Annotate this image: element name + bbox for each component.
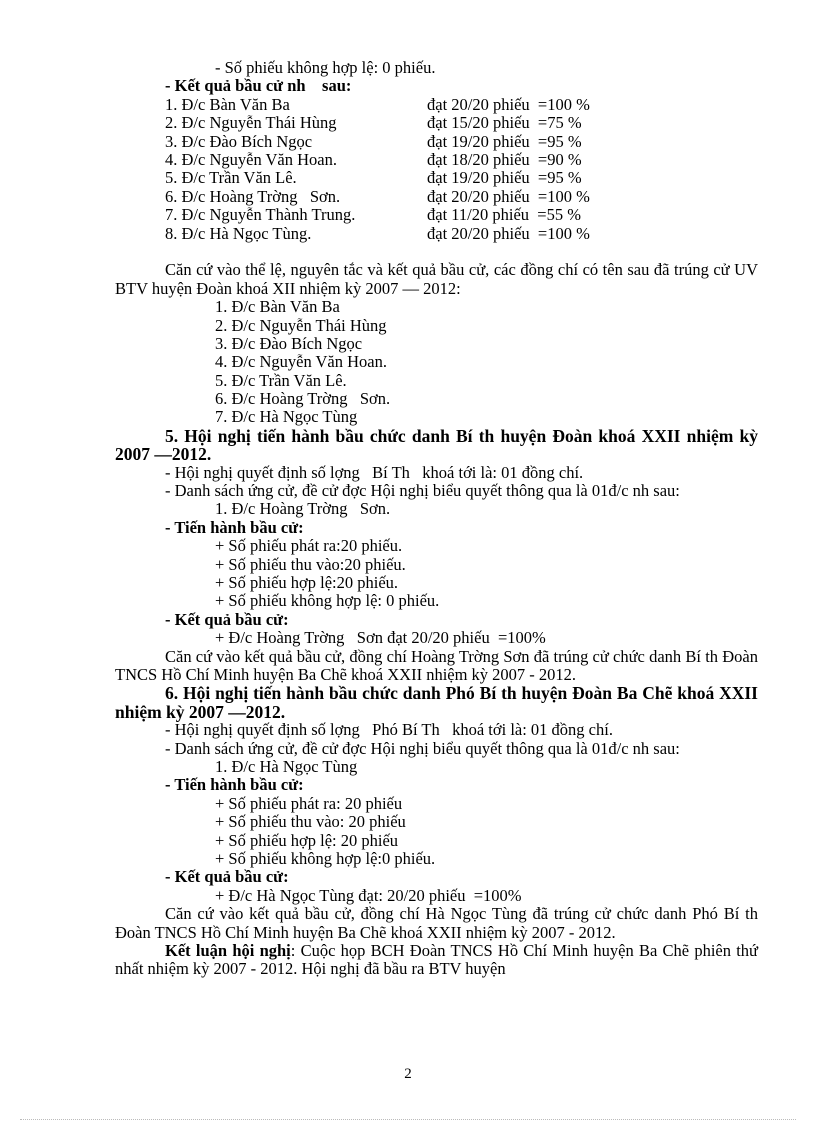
list-item: + Số phiếu thu vào:20 phiếu. [215,554,406,574]
list-item: + Số phiếu phát ra: 20 phiếu [215,793,403,813]
list-item: 6. Đ/c Hoàng Trờng Sơn. [215,389,391,409]
section-5-result: + Đ/c Hoàng Trờng Sơn đạt 20/20 phiếu =100% [215,628,546,648]
candidate-name: 2. Đ/c Nguyễn Thái Hùng [165,113,337,133]
section-6-candidates: - Danh sách ứng cử, đề cử đợc Hội nghị biểu quyết thông qua là 01đ/c nh sau: [165,738,680,758]
section-5-conclusion: Căn cứ vào kết quả bầu cử, đồng chí Hoàng Trờng Sơn đã trúng cử chức danh Bí th Đoàn TNCS Hồ Chí Minh huyện Ba Chẽ khoá XXII nhiệm kỳ 2007 - 2012. [115,646,758,684]
section-6-result-heading: - Kết quả bầu cử: [165,867,289,887]
candidate-name: 7. Đ/c Nguyễn Thành Trung. [165,205,356,225]
list-item [115,206,758,224]
list-item: 7. Đ/c Hà Ngọc Tùng [215,407,358,427]
list-item: 2. Đ/c Nguyễn Thái Hùng [215,315,387,335]
section-5-process-heading: - Tiến hành bầu cử: [165,517,304,537]
list-item: + Số phiếu phát ra:20 phiếu. [215,536,403,556]
list-item: + Số phiếu không hợp lệ:0 phiếu. [215,848,436,868]
section-6-candidate: 1. Đ/c Hà Ngọc Tùng [215,757,358,776]
list-item: 1. Đ/c Bàn Văn Ba [215,297,340,317]
elected-list [115,298,758,427]
list-item [115,96,758,114]
section-5-decision: - Hội nghị quyết định số lợng Bí Th khoá tới là: 01 đồng chí. [165,462,584,482]
closing-label: Kết luận hội nghị [165,940,291,960]
candidate-name: 5. Đ/c Trần Văn Lê. [165,168,297,188]
candidate-name: 6. Đ/c Hoàng Trờng Sơn. [165,186,341,206]
section-5-result-heading: - Kết quả bầu cử: [165,609,289,629]
candidate-votes: đạt 20/20 phiếu =100 % [427,186,590,206]
section-6-heading: 6. Hội nghị tiến hành bầu chức danh Phó Bí th huyện Đoàn Ba Chẽ khoá XXII nhiệm kỳ 2007 —2012. [115,683,758,722]
result-heading: - Kết quả bầu cử nh sau: [165,76,352,96]
candidate-votes: đạt 19/20 phiếu =95 % [427,131,582,151]
section-6-result: + Đ/c Hà Ngọc Tùng đạt: 20/20 phiếu =100% [215,885,522,905]
list-item: + Số phiếu không hợp lệ: 0 phiếu. [215,591,440,611]
page-bottom-divider [20,1119,796,1120]
section-6-conclusion: Căn cứ vào kết quả bầu cử, đồng chí Hà Ngọc Tùng đã trúng cử chức danh Phó Bí th Đoàn TNCS Hồ Chí Minh huyện Ba Chẽ khoá XXII nhiệm kỳ 2007 - 2012. [115,904,758,942]
candidate-name: 3. Đ/c Đào Bích Ngọc [165,131,313,151]
page-number: 2 [404,1066,412,1082]
results-list [115,96,758,243]
candidate-votes: đạt 11/20 phiếu =55 % [427,205,581,225]
closing-paragraph [115,942,758,979]
closing-text: : Cuộc họp BCH Đoàn TNCS Hồ Chí Minh huyện Ba Chẽ phiên thứ nhất nhiệm kỳ 2007 - 2012. Hội nghị đã bầu ra BTV huyện [115,940,758,979]
candidate-votes: đạt 19/20 phiếu =95 % [427,168,582,188]
section-5-heading: 5. Hội nghị tiến hành bầu chức danh Bí th huyện Đoàn khoá XXII nhiệm kỳ 2007 —2012. [115,425,758,465]
candidate-name: 8. Đ/c Hà Ngọc Tùng. [165,223,312,243]
candidate-votes: đạt 20/20 phiếu =100 % [427,223,590,243]
list-item [115,225,758,243]
list-item [115,151,758,169]
candidate-name: 4. Đ/c Nguyễn Văn Hoan. [165,149,337,169]
candidate-name: 1. Đ/c Bàn Văn Ba [165,94,290,114]
list-item: 4. Đ/c Nguyễn Văn Hoan. [215,352,387,372]
candidate-votes: đạt 15/20 phiếu =75 % [427,113,582,133]
candidate-votes: đạt 18/20 phiếu =90 % [427,149,582,169]
section-6-decision: - Hội nghị quyết định số lợng Phó Bí Th khoá tới là: 01 đồng chí. [165,720,613,740]
section-6-process-heading: - Tiến hành bầu cử: [165,775,304,795]
section-5-candidates: - Danh sách ứng cử, đề cử đợc Hội nghị biểu quyết thông qua là 01đ/c nh sau: [165,481,680,501]
list-item [115,114,758,132]
list-item: 3. Đ/c Đào Bích Ngọc [215,333,363,353]
list-item: + Số phiếu hợp lệ:20 phiếu. [215,573,399,593]
list-item: + Số phiếu hợp lệ: 20 phiếu [215,830,399,850]
elected-intro-paragraph: Căn cứ vào thể lệ, nguyên tắc và kết quả bầu cử, các đồng chí có tên sau đã trúng cử UV BTV huyện Đoàn khoá XII nhiệm kỳ 2007 — 2012: [115,260,758,298]
invalid-votes-line: - Số phiếu không hợp lệ: 0 phiếu. [215,58,436,77]
list-item: 5. Đ/c Trần Văn Lê. [215,370,347,390]
list-item: + Số phiếu thu vào: 20 phiếu [215,812,406,832]
candidate-votes: đạt 20/20 phiếu =100 % [427,94,590,114]
list-item [115,188,758,206]
document-page [115,59,758,979]
list-item [115,169,758,187]
list-item [115,133,758,151]
section-5-candidate: 1. Đ/c Hoàng Trờng Sơn. [215,499,391,519]
